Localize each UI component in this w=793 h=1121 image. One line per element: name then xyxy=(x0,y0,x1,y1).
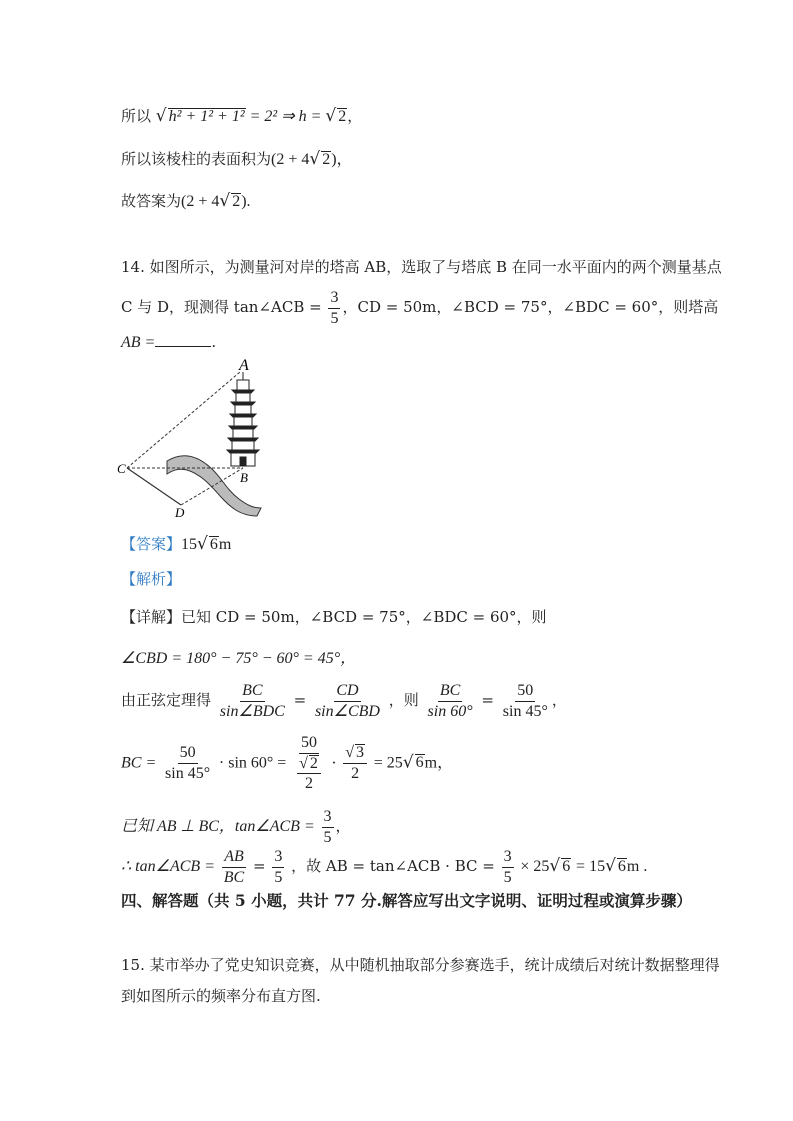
fraction: $\frac{3}{5}$ xyxy=(330,289,339,327)
detail-line-1: 【详解】已知 CD = 50m，∠BCD = 75°，∠BDC = 60°，则 xyxy=(121,608,547,626)
label-c: C xyxy=(117,461,126,476)
sqrt-sign: √ xyxy=(155,106,167,126)
analysis-tag: 【解析】 xyxy=(121,570,182,588)
label-b: B xyxy=(240,470,248,485)
solution-line-1: 所以 √ h² + 1² + 1² = 2² ⇒ h = √ 2， xyxy=(121,106,363,126)
detail-line-4: BC = $\frac{50}{\sin 45^\circ}$ · sin 60° = $\frac{50}{\frac{√ 2}{2}}$ · $\frac{√ 3}{2}$ = 25√ 6m， xyxy=(121,734,454,793)
question-14-line-3: AB = . xyxy=(121,333,217,351)
detail-line-2: ∠CBD = 180° − 75° − 60° = 45°， xyxy=(121,650,357,667)
answer-line: 故答案为(2 + 4√ 2). xyxy=(121,191,251,211)
label-d: D xyxy=(175,505,185,520)
question-15-line-2: 到如图所示的频率分布直方图. xyxy=(121,987,321,1005)
detail-line-6: ∴ tan∠ACB = $\frac{AB}{BC}$ = $\frac{3}{5}$ ，故 AB = tan∠ACB · BC = $\frac{3}{5}$ × 25√ 6 = 15√ 6m . xyxy=(121,848,648,886)
question-14-line-2: C 与 D，现测得 tan∠ACB = $\frac{3}{5}$ ，CD = 50m，∠BCD = 75°，∠BDC = 60°，则塔高 xyxy=(121,289,719,327)
line-ca xyxy=(127,372,240,468)
section-heading: 四、解答题（共 5 小题，共计 77 分.解答应写出文字说明、证明过程或演算步骤） xyxy=(121,891,692,910)
solution-line-2: 所以该棱柱的表面积为(2 + 4√ 2)， xyxy=(121,149,353,169)
tower-river-figure xyxy=(115,358,275,520)
answer-blank xyxy=(155,334,211,347)
answer-row: 【答案】15√ 6m xyxy=(121,534,232,554)
detail-line-3: 由正弦定理得 $\frac{BC}{\text{sin∠BDC}}$ = $\frac{CD}{\text{sin∠CBD}}$ ，则 $\frac{BC}{\sin 60^\circ}$ = $\frac{50}{\sin 45^\circ}$ ， xyxy=(121,682,567,720)
pagoda-icon xyxy=(227,372,259,466)
answer-tag: 【答案】 xyxy=(121,535,182,553)
label-a: A xyxy=(239,358,249,374)
question-14-line-1: 14. 如图所示，为测量河对岸的塔高 AB，选取了与塔底 B 在同一水平面内的两个测量基点 xyxy=(121,258,722,276)
question-15-line-1: 15. 某市举办了党史知识竞赛，从中随机抽取部分参赛选手，统计成绩后对统计数据整理得 xyxy=(121,956,720,974)
line-cd xyxy=(127,468,181,505)
detail-line-5: 已知 AB ⊥ BC，tan∠ACB = $\frac{3}{5}$ ， xyxy=(121,808,351,846)
